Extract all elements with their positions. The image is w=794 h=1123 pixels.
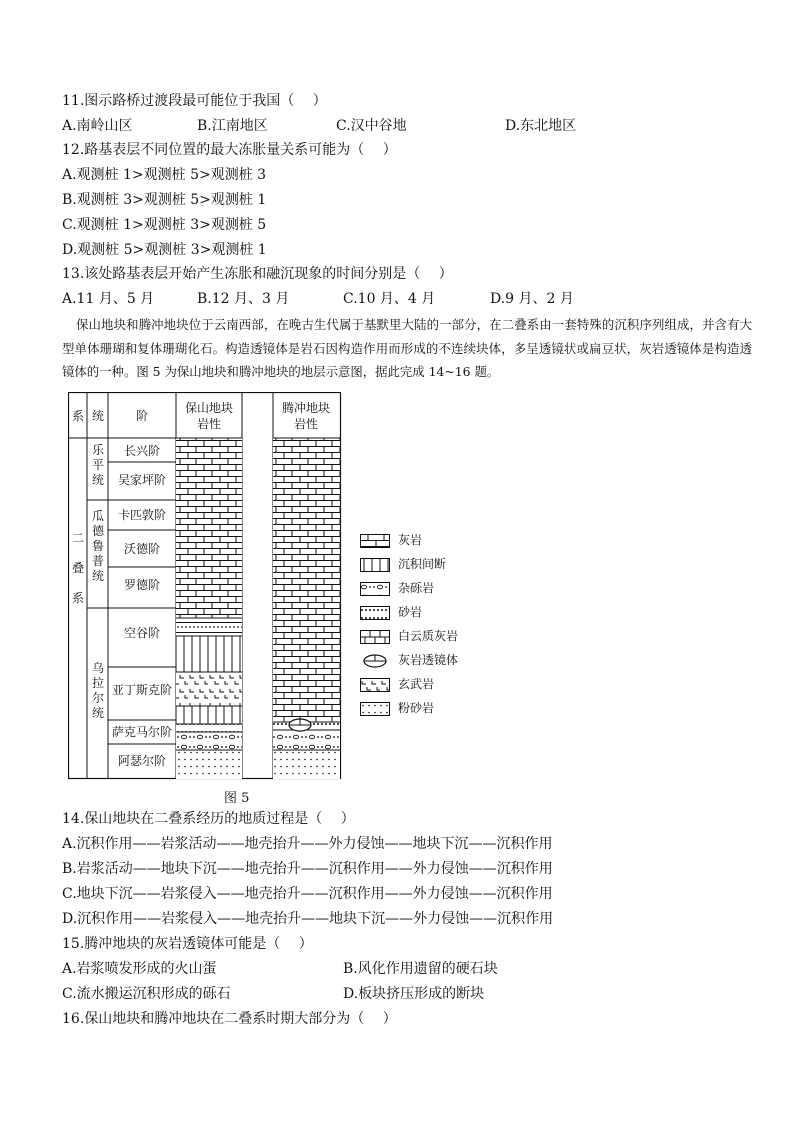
- q13-option-c: C.10 月、4 月: [343, 291, 436, 307]
- q16-stem: 16.保山地块和腾冲地块在二叠系时期大部分为（ ）: [62, 1011, 397, 1027]
- legend-limestone-lens-label: 灰岩透镜体: [398, 653, 459, 667]
- q11-option-b: B.江南地区: [197, 118, 268, 134]
- q14-option-b: B.岩浆活动——地块下沉——地壳抬升——沉积作用——外力侵蚀——沉积作用: [62, 861, 553, 877]
- stage-artinskian: 亚丁斯克阶: [111, 683, 173, 697]
- stage-capitanian: 卡匹敦阶: [117, 508, 167, 522]
- q11-option-a: A.南岭山区: [62, 118, 133, 134]
- q12-option-d: D.观测桩 5>观测桩 3>观测桩 1: [62, 242, 267, 258]
- q14-option-a: A.沉积作用——岩浆活动——地壳抬升——外力侵蚀——地块下沉——沉积作用: [62, 836, 553, 852]
- legend-sandstone: [360, 605, 423, 621]
- legend-siltstone: [360, 701, 435, 717]
- q13-option-b: B.12 月、3 月: [197, 291, 290, 307]
- legend-conglomerate-label: 杂砾岩: [398, 581, 435, 595]
- legend-dolomitic-limestone: [360, 629, 459, 645]
- stage-asselian: 阿瑟尔阶: [117, 754, 167, 768]
- limestone-lens-symbol: [289, 719, 311, 731]
- passage-text: 保山地块和腾冲地块位于云南西部，在晚古生代属于基默里大陆的一部分，在二叠系由一套特殊的沉积序列组成，并含有大型单体珊瑚和复体珊瑚化石。构造透镜体是岩石因构造作用而形成的不连续块体，多呈透镜状或扁豆状，灰岩透镜体是构造透镜体的一种。图 5 为保山地块和腾冲地块的地层示意图，据此完成 14~16 题。: [62, 317, 752, 379]
- baoshan-sandstone: [176, 618, 242, 636]
- q12-option-c: C.观测桩 1>观测桩 3>观测桩 5: [62, 217, 267, 233]
- header-tengchong: 腾冲地块岩性: [281, 401, 331, 431]
- legend-conglomerate: [360, 581, 435, 597]
- q11-option-c: C.汉中谷地: [336, 118, 407, 134]
- system-label: 二叠系: [71, 531, 85, 605]
- q15-option-a: A.岩浆喷发形成的火山蛋: [62, 961, 217, 977]
- q11-option-d: D.东北地区: [505, 118, 577, 134]
- legend-limestone: [360, 533, 423, 549]
- legend-basalt-label: 玄武岩: [398, 677, 435, 691]
- q13-option-a: A.11 月、5 月: [62, 291, 155, 307]
- q13-stem: 13.该处路基表层开始产生冻胀和融沉现象的时间分别是（ ）: [62, 266, 453, 282]
- legend-basalt: [360, 677, 435, 693]
- figure-caption: 图 5: [224, 791, 250, 806]
- baoshan-siltstone: [176, 750, 242, 779]
- header-xi: 系: [71, 409, 85, 423]
- q13-option-d: D.9 月、2 月: [490, 291, 574, 307]
- legend-gap-label: 沉积间断: [398, 557, 447, 571]
- tengchong-limestone: [273, 438, 340, 722]
- stage-sakmarian: 萨克马尔阶: [111, 725, 173, 739]
- q11-stem: 11.图示路桥过渡段最可能位于我国（ ）: [62, 93, 327, 109]
- stage-roadian: 罗德阶: [123, 578, 161, 592]
- series-lopingian: 乐平统: [91, 443, 105, 487]
- legend-siltstone-label: 粉砂岩: [398, 701, 435, 715]
- legend-limestone-label: 灰岩: [398, 533, 423, 547]
- stratigraphic-svg: [68, 392, 343, 780]
- header-tong: 统: [91, 409, 105, 423]
- series-guadalupian: 瓜德鲁普统: [91, 509, 105, 583]
- q15-option-b: B.风化作用遗留的硬石块: [343, 961, 498, 977]
- legend-gap: [360, 557, 447, 573]
- legend-dolomitic-limestone-label: 白云质灰岩: [398, 629, 459, 643]
- tengchong-conglomerate: [273, 730, 340, 750]
- stage-wordian: 沃德阶: [123, 542, 161, 556]
- legend-limestone-lens: [360, 653, 459, 669]
- q15-option-c: C.流水搬运沉积形成的砾石: [62, 986, 231, 1002]
- baoshan-sand-thin: [176, 724, 242, 732]
- header-jie: 阶: [135, 409, 149, 423]
- q15-option-d: D.板块挤压形成的断块: [343, 986, 485, 1002]
- header-baoshan: 保山地块岩性: [184, 401, 234, 431]
- q14-stem: 14.保山地块在二叠系经历的地质过程是（ ）: [62, 811, 355, 827]
- q15-stem: 15.腾冲地块的灰岩透镜体可能是（ ）: [62, 936, 313, 952]
- stage-wuchiapingian: 吴家坪阶: [117, 473, 167, 487]
- stage-changhsingian: 长兴阶: [123, 444, 161, 458]
- q12-stem: 12.路基表层不同位置的最大冻胀量关系可能为（ ）: [62, 142, 397, 158]
- baoshan-conglomerate: [176, 732, 242, 750]
- baoshan-limestone-upper: [176, 438, 242, 618]
- baoshan-basalt: [176, 672, 242, 706]
- q12-option-a: A.观测桩 1>观测桩 5>观测桩 3: [62, 167, 267, 183]
- q14-option-d: D.沉积作用——岩浆侵入——地壳抬升——地块下沉——外力侵蚀——沉积作用: [62, 911, 554, 927]
- legend-sandstone-label: 砂岩: [398, 605, 423, 619]
- tengchong-siltstone: [273, 750, 340, 779]
- baoshan-gap-1: [176, 636, 242, 672]
- q14-option-c: C.地块下沉——岩浆侵入——地壳抬升——沉积作用——外力侵蚀——沉积作用: [62, 886, 553, 902]
- stratigraphic-figure: [68, 392, 343, 784]
- baoshan-gap-2: [176, 706, 242, 724]
- series-cisuralian: 乌拉尔统: [91, 661, 105, 720]
- stage-kungurian: 空谷阶: [123, 626, 161, 640]
- q12-option-b: B.观测桩 3>观测桩 5>观测桩 1: [62, 192, 267, 208]
